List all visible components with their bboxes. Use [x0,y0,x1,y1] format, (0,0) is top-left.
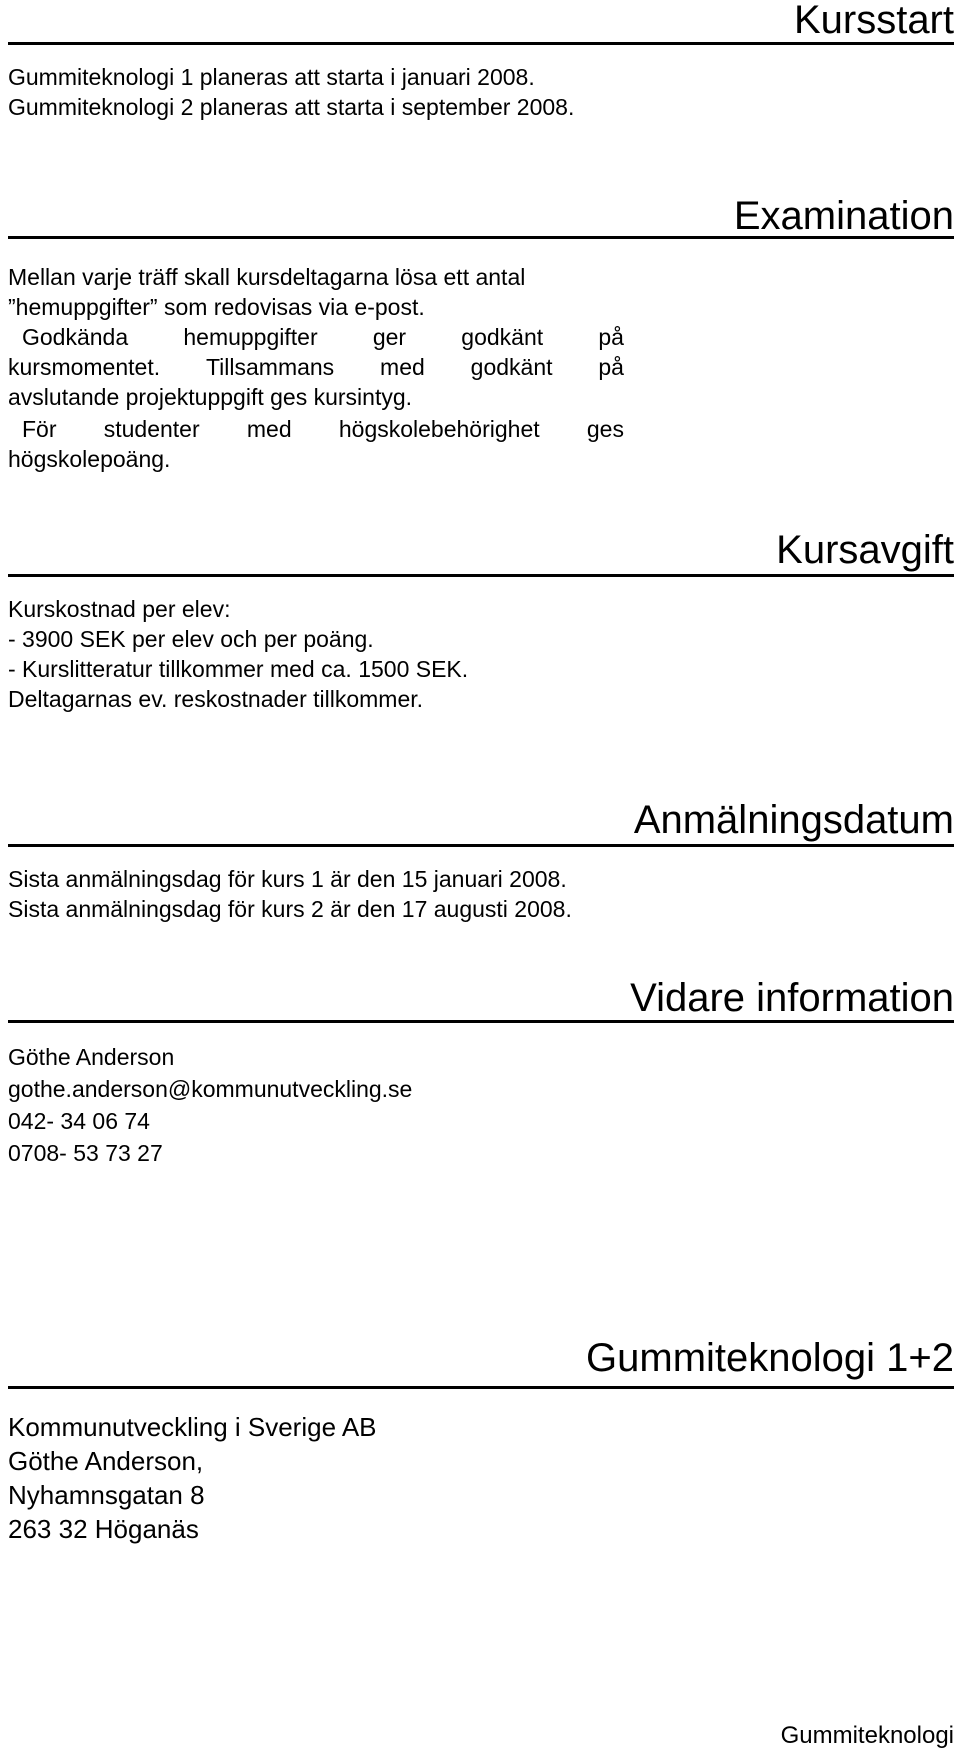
word: ges [586,416,624,442]
word: studenter [103,416,200,442]
heading-gummiteknologi: Gummiteknologi 1+2 [586,1336,954,1380]
examination-line-7: högskolepoäng. [8,446,171,472]
contact-email: gothe.anderson@kommunutveckling.se [8,1076,413,1102]
divider-anmalningsdatum [8,844,954,847]
contact-phone-1: 042- 34 06 74 [8,1108,150,1134]
divider-kursstart [8,42,954,45]
kursavgift-line-2: - 3900 SEK per elev och per poäng. [8,626,374,652]
kursavgift-line-3: - Kurslitteratur tillkommer med ca. 1500 SEK. [8,656,469,682]
divider-kursavgift [8,574,954,577]
examination-line-1: Mellan varje träff skall kursdeltagarna lösa ett antal [8,264,526,290]
word: på [598,324,624,350]
word: ger [372,324,407,350]
anmalningsdatum-line-1: Sista anmälningsdag för kurs 1 är den 15 januari 2008. [8,866,567,892]
address-line-1: Kommunutveckling i Sverige AB [8,1412,377,1442]
word: på [598,354,624,380]
heading-anmalningsdatum: Anmälningsdatum [633,798,954,842]
kursavgift-line-4: Deltagarnas ev. reskostnader tillkommer. [8,686,424,712]
word: godkänt [470,354,553,380]
word: med [380,354,425,380]
contact-phone-2: 0708- 53 73 27 [8,1140,163,1166]
word: godkänt [461,324,544,350]
word: högskolebehörighet [338,416,540,442]
address-line-3: Nyhamnsgatan 8 [8,1480,205,1510]
heading-kursstart: Kursstart [793,0,954,42]
divider-examination [8,236,954,239]
word: med [246,416,292,442]
examination-line-6 [22,414,624,444]
examination-line-4 [8,352,624,382]
examination-line-3 [22,322,624,352]
divider-address [8,1386,954,1389]
heading-vidare-information: Vidare information [630,976,954,1020]
word: Tillsammans [205,354,335,380]
kursavgift-line-1: Kurskostnad per elev: [8,596,231,622]
word: För [22,416,57,442]
contact-name: Göthe Anderson [8,1044,175,1070]
heading-kursavgift: Kursavgift [776,528,954,572]
word: kursmomentet. [8,354,161,380]
examination-line-5: avslutande projektuppgift ges kursintyg. [8,384,413,410]
address-line-4: 263 32 Höganäs [8,1514,199,1544]
footer-label: Gummiteknologi [780,1722,954,1749]
heading-examination: Examination [733,194,954,238]
address-line-2: Göthe Anderson, [8,1446,204,1476]
examination-line-2: ”hemuppgifter” som redovisas via e-post. [8,294,425,320]
word: Godkända [22,324,129,350]
kursstart-line-2: Gummiteknologi 2 planeras att starta i september 2008. [8,94,575,120]
kursstart-line-1: Gummiteknologi 1 planeras att starta i januari 2008. [8,64,535,90]
divider-vidare-information [8,1020,954,1023]
word: hemuppgifter [183,324,318,350]
anmalningsdatum-line-2: Sista anmälningsdag för kurs 2 är den 17 augusti 2008. [8,896,572,922]
